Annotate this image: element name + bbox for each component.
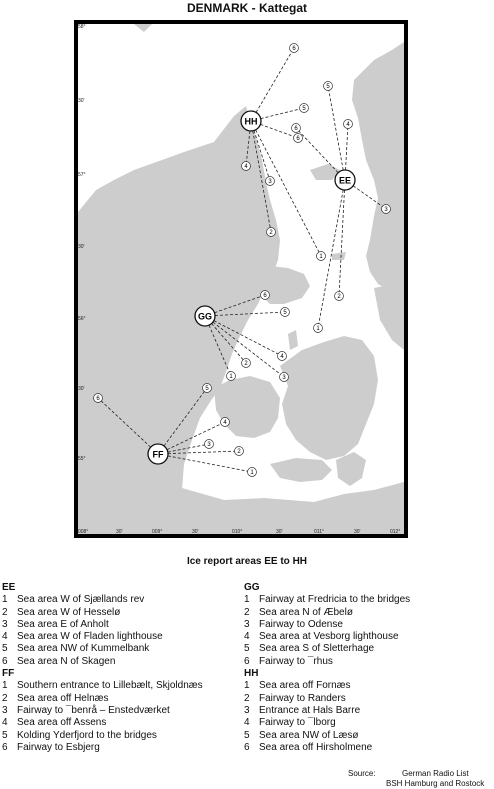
legend-number: 3 (244, 704, 250, 716)
target-number: 4 (244, 164, 248, 171)
legend-heading-ff: FF (2, 668, 15, 680)
lon-label: 012° (390, 529, 401, 535)
legend-item (244, 656, 492, 668)
target-marker[interactable] (278, 352, 287, 361)
target-number: 6 (296, 136, 300, 143)
legend-item (2, 594, 242, 606)
legend-item (244, 607, 492, 619)
legend-number: 4 (2, 717, 8, 729)
target-number: 5 (205, 386, 209, 393)
hub-label: FF (152, 449, 164, 460)
target-marker[interactable] (300, 104, 309, 113)
legend-text: Sea area W of Hesselø (17, 606, 121, 618)
legend-number: 6 (2, 741, 8, 753)
legend-text: Sea area off Assens (17, 717, 107, 729)
legend-number: 3 (244, 618, 250, 630)
lat-label: 30' (78, 244, 85, 250)
legend-number: 4 (244, 631, 250, 643)
legend-number: 2 (2, 606, 8, 618)
legend-text: Fairway to Esbjerg (17, 741, 100, 753)
legend-text: Kolding Yderfjord to the bridges (17, 729, 157, 741)
target-number: 3 (268, 179, 272, 186)
target-number: 3 (207, 442, 211, 449)
target-marker[interactable] (281, 308, 290, 317)
target-number: 1 (229, 374, 233, 381)
target-number: 1 (319, 254, 323, 261)
legend-item (2, 643, 242, 655)
legend-number: 2 (244, 692, 250, 704)
lat-label: 58° (78, 24, 86, 30)
lon-label: 010° (232, 529, 243, 535)
legend-text: Sea area off Hirsholmene (259, 741, 373, 753)
target-marker[interactable] (235, 447, 244, 456)
target-marker[interactable] (205, 440, 214, 449)
hub-marker-ff[interactable] (148, 444, 168, 464)
lat-label: 55° (78, 456, 86, 462)
legend-text: Sea area N of Æbelø (259, 606, 353, 618)
target-number: 4 (346, 122, 350, 129)
target-marker[interactable] (94, 394, 103, 403)
target-number: 6 (263, 293, 267, 300)
target-marker[interactable] (227, 372, 236, 381)
target-marker[interactable] (324, 82, 333, 91)
target-number: 2 (337, 294, 341, 301)
legend-number: 6 (2, 655, 8, 667)
legend-heading-hh: HH (244, 668, 259, 680)
legend-text: Sea area off Helnæs (17, 692, 109, 704)
target-marker[interactable] (261, 291, 270, 300)
legend-item (2, 680, 242, 692)
legend-number: 1 (2, 594, 8, 606)
map-title: DENMARK - Kattegat (187, 1, 307, 15)
legend-text: Fairway to ¯benrå – Enstedværket (17, 704, 170, 716)
legend-number: 4 (2, 631, 8, 643)
lat-label: 56° (78, 316, 86, 322)
target-marker[interactable] (317, 252, 326, 261)
legend-number: 5 (2, 729, 8, 741)
legend-item (2, 656, 242, 668)
legend-item (244, 742, 492, 754)
source-line1: German Radio List (402, 769, 469, 778)
legend-text: Fairway to Randers (259, 692, 346, 704)
legend-item (244, 594, 492, 606)
target-marker[interactable] (294, 134, 303, 143)
lon-label: 011° (314, 529, 324, 535)
legend-text: Sea area N of Skagen (17, 655, 116, 667)
legend-item (2, 619, 242, 631)
legend-item (244, 705, 492, 717)
hub-marker-ee[interactable] (335, 170, 355, 190)
target-marker[interactable] (335, 292, 344, 301)
source-label: Source: (348, 769, 376, 778)
legend-item (2, 742, 242, 754)
lon-label: 008° (78, 529, 89, 535)
target-number: 5 (326, 84, 330, 91)
legend-number: 5 (244, 643, 250, 655)
legend-item (244, 643, 492, 655)
legend-text: Fairway at Fredricia to the bridges (259, 594, 411, 606)
legend-item (2, 717, 242, 729)
legend-number: 6 (244, 655, 250, 667)
hub-label: GG (197, 311, 213, 322)
target-number: 2 (269, 230, 273, 237)
legend-text: Sea area NW of Læsø (259, 729, 359, 741)
target-marker[interactable] (248, 468, 257, 477)
target-marker[interactable] (382, 205, 391, 214)
legend-item (2, 607, 242, 619)
target-number: 5 (283, 310, 287, 317)
legend-item (2, 693, 242, 705)
legend-item (2, 730, 242, 742)
lat-label: 57° (78, 172, 86, 178)
legend-number: 1 (2, 680, 8, 692)
legend-text: Sea area W of Fladen lighthouse (17, 631, 163, 643)
legend-number: 6 (244, 741, 250, 753)
legend-text: Sea area off Fornæs (259, 680, 351, 692)
legend-item (244, 693, 492, 705)
target-number: 2 (244, 361, 248, 368)
legend-item (244, 631, 492, 643)
target-number: 4 (280, 354, 284, 361)
legend-text: Sea area at Vesborg lighthouse (259, 631, 399, 643)
legend-item (2, 631, 242, 643)
legend-text: Southern entrance to Lillebælt, Skjoldnæs (17, 680, 203, 692)
target-marker[interactable] (266, 177, 275, 186)
target-number: 6 (292, 46, 296, 53)
target-number: 4 (223, 420, 227, 427)
legend-text: Entrance at Hals Barre (259, 704, 361, 716)
hub-marker-hh[interactable] (241, 111, 261, 131)
lat-label: 30' (78, 98, 85, 104)
source-line2: BSH Hamburg and Rostock (386, 779, 485, 788)
target-marker[interactable] (203, 384, 212, 393)
legend-number: 4 (244, 717, 250, 729)
target-number: 6 (294, 126, 298, 133)
legend-item (244, 730, 492, 742)
target-number: 1 (316, 326, 320, 333)
target-number: 3 (384, 207, 388, 214)
legend-text: Fairway to ¯rhus (259, 655, 333, 667)
target-marker[interactable] (314, 324, 323, 333)
lon-label: 30' (276, 529, 283, 535)
target-marker[interactable] (221, 418, 230, 427)
target-marker[interactable] (292, 124, 301, 133)
lon-label: 30' (116, 529, 123, 535)
legend-number: 3 (2, 704, 8, 716)
target-marker[interactable] (267, 228, 276, 237)
legend-text: Sea area W of Sjællands rev (17, 594, 145, 606)
legend-heading-ee: EE (2, 582, 16, 593)
legend-text: Sea area E of Anholt (17, 618, 109, 630)
target-marker[interactable] (344, 120, 353, 129)
legend-text: Sea area S of Sletterhage (259, 643, 375, 655)
target-number: 3 (282, 375, 286, 382)
target-marker[interactable] (280, 373, 289, 382)
legend-number: 2 (2, 692, 8, 704)
target-marker[interactable] (242, 162, 251, 171)
legend-number: 1 (244, 680, 250, 692)
lon-label: 30' (192, 529, 199, 535)
legend-item (244, 619, 492, 631)
legend-left (2, 582, 242, 754)
legend-item (244, 680, 492, 692)
hub-label: HH (244, 116, 258, 127)
legend-number: 2 (244, 606, 250, 618)
hub-marker-gg[interactable] (195, 306, 215, 326)
legend-number: 5 (244, 729, 250, 741)
legend-number: 3 (2, 618, 8, 630)
legend-number: 5 (2, 643, 8, 655)
target-marker[interactable] (290, 44, 299, 53)
legend-text: Fairway to Odense (259, 618, 343, 630)
legend-text: Fairway to ¯lborg (259, 717, 336, 729)
legend-text: Sea area NW of Kummelbank (17, 643, 150, 655)
lon-label: 009° (152, 529, 163, 535)
lon-label: 30' (354, 529, 361, 535)
map-subtitle: Ice report areas EE to HH (186, 556, 308, 567)
target-number: 1 (250, 470, 254, 477)
target-number: 6 (96, 396, 100, 403)
hub-label: EE (338, 175, 352, 186)
map-frame (74, 20, 408, 538)
legend-right (244, 582, 492, 754)
target-number: 5 (302, 106, 306, 113)
target-marker[interactable] (242, 359, 251, 368)
target-number: 2 (237, 449, 241, 456)
legend-number: 1 (244, 594, 250, 606)
lat-label: 30' (78, 386, 85, 392)
legend-item (244, 717, 492, 729)
legend-item (2, 705, 242, 717)
legend-heading-gg: GG (244, 582, 260, 593)
